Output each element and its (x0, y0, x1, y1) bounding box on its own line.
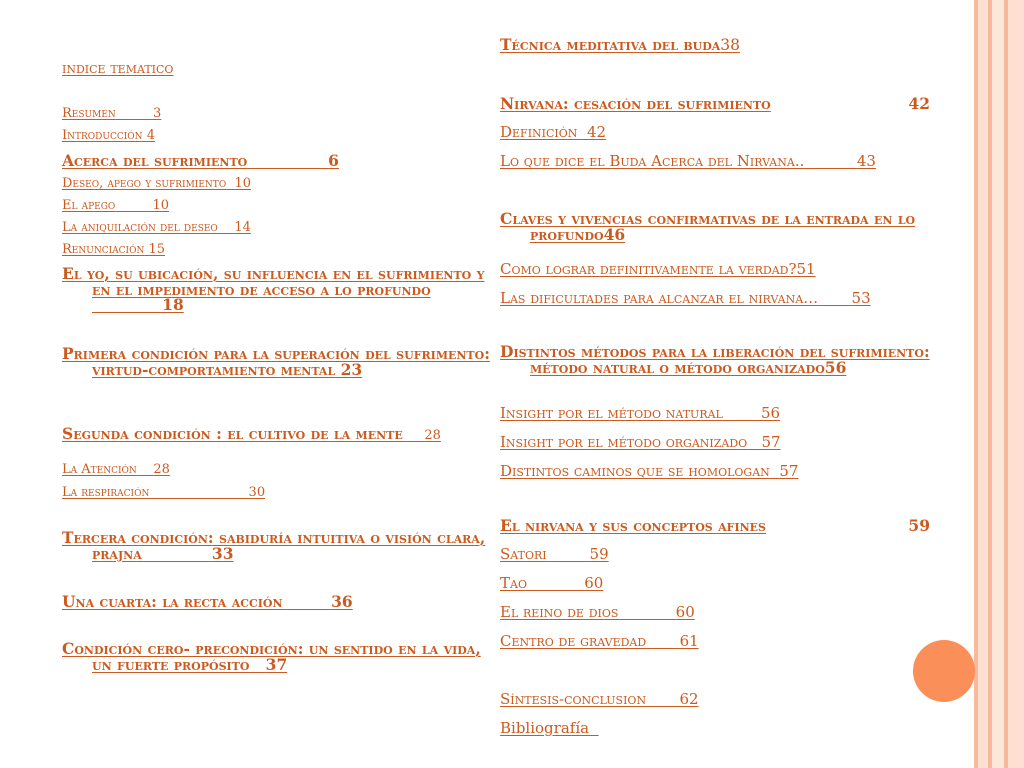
toc-entry[interactable]: Segunda condición : el cultivo de la mente 28 (62, 424, 441, 443)
toc-entry[interactable]: Las dificultades para alcanzar el nirvana… 53 (500, 289, 871, 307)
toc-entry[interactable]: Bibliografía (500, 719, 590, 737)
toc-entry[interactable]: La aniquilación del deseo 14 (62, 220, 251, 235)
toc-entry[interactable]: Insight por el método natural 56 (500, 404, 781, 422)
toc-entry[interactable]: La respiración 30 (62, 485, 266, 500)
decorative-stripes (974, 0, 1024, 768)
toc-entry[interactable]: Renunciación 15 (62, 242, 166, 257)
toc-entry[interactable]: Tercera condición: sabiduría intuitiva o visión clara, prajna 33 (62, 528, 486, 563)
toc-entry[interactable]: Satori 59 (500, 545, 609, 563)
toc-entry[interactable]: Centro de gravedad 61 (500, 632, 699, 650)
toc-entry[interactable]: Síntesis-conclusion 62 (500, 690, 699, 708)
toc-entry[interactable]: El apego 10 (62, 198, 170, 213)
toc-entry[interactable]: Técnica meditativa del buda 38 (500, 35, 741, 54)
toc-entry[interactable]: El nirvana y sus conceptos afines 59 (500, 516, 930, 535)
toc-entry[interactable]: Primera condición para la superación del sufrimento: virtud-comportamiento mental 23 (62, 344, 490, 379)
toc-entry[interactable]: Insight por el método organizado 57 (500, 433, 781, 451)
toc-entry[interactable]: Lo que dice el Buda Acerca del Nirvana.. 43 (500, 152, 876, 170)
toc-entry[interactable]: Resumen 3 (62, 106, 162, 121)
toc-entry[interactable]: Como lograr definitivamente la verdad?51 (500, 260, 816, 278)
toc-entry[interactable]: Introducción 4 (62, 128, 155, 143)
toc-entry[interactable]: La Atención 28 (62, 462, 170, 477)
toc-entry[interactable]: Nirvana: cesación del sufrimiento 42 (500, 94, 930, 113)
toc-entry[interactable]: El yo, su ubicación, su influencia en el sufrimiento y en el impedimento de acceso a lo profundo 18 (62, 264, 485, 314)
toc-entry[interactable]: Condición cero- precondición: un sentido en la vida, un fuerte propósito 37 (62, 639, 481, 674)
toc-entry[interactable]: Claves y vivencias confirmativas de la entrada en lo profundo 46 (500, 209, 916, 244)
toc-entry[interactable]: Distintos caminos que se homologan 57 (500, 462, 799, 480)
toc-entry[interactable]: Una cuarta: la recta acción 36 (62, 592, 353, 611)
toc-entry[interactable]: Deseo, apego y sufrimiento 10 (62, 176, 252, 191)
toc-entry[interactable]: Tao 60 (500, 574, 604, 592)
toc-entry[interactable]: Distintos métodos para la liberación del sufrimiento: método natural o método organizado 56 (500, 342, 930, 377)
toc-entry[interactable]: Acerca del sufrimiento 6 (62, 151, 339, 170)
toc-entry[interactable]: Definición 42 (500, 123, 607, 141)
toc-entry[interactable]: El reino de dios 60 (500, 603, 695, 621)
toc-heading[interactable]: indice tematico (62, 59, 174, 77)
